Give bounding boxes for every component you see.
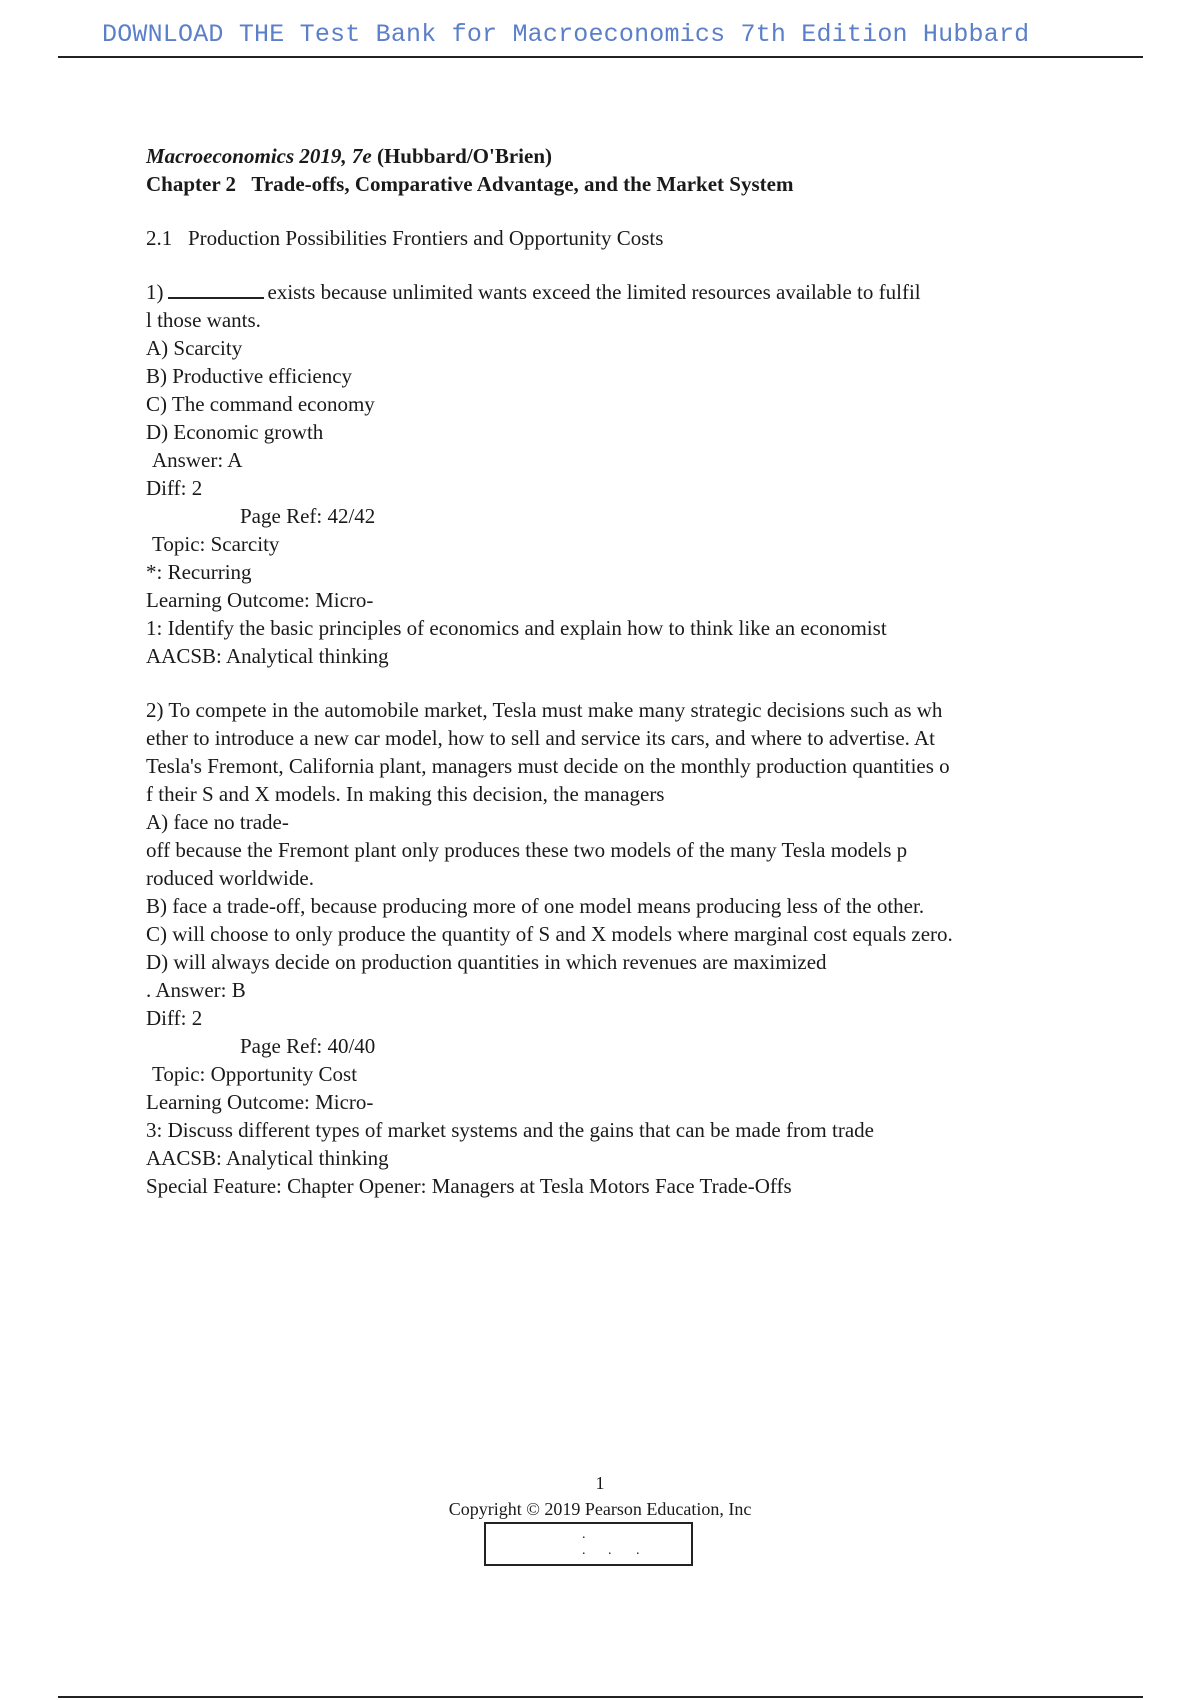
footer-box-dot: . [636, 1543, 640, 1558]
page-number: 1 [595, 1473, 605, 1493]
footer-divider [58, 1696, 1143, 1698]
book-title: Macroeconomics 2019, 7e [146, 144, 372, 168]
document-body [146, 142, 1106, 1200]
book-heading [146, 142, 1106, 170]
question-2-option-c: C) will choose to only produce the quantity of S and X models where marginal cost equals zero. [146, 922, 953, 946]
question-1-number: 1) [146, 280, 164, 304]
footer-box [484, 1522, 693, 1566]
question-1-option-c: C) The command economy [146, 392, 375, 416]
download-banner: DOWNLOAD THE Test Bank for Macroeconomics 7th Edition Hubbard [102, 20, 1030, 49]
question-1-answer: Answer: A [152, 448, 243, 472]
answer-blank [168, 279, 264, 299]
question-2-stem-line: 2) To compete in the automobile market, Tesla must make many strategic decisions such as wh [146, 698, 943, 722]
question-2-answer: . Answer: B [146, 978, 246, 1002]
footer-box-dot: . [582, 1527, 586, 1542]
header-divider [58, 56, 1143, 58]
question-2-option-b: B) face a trade-off, because producing more of one model means producing less of the other. [146, 894, 925, 918]
footer-box-dot: . [582, 1543, 586, 1558]
question-2 [146, 696, 1106, 1200]
question-1-aacsb: AACSB: Analytical thinking [146, 644, 389, 668]
question-1-stem [146, 278, 1106, 306]
question-1-option-d: D) Economic growth [146, 420, 324, 444]
question-2-learning-outcome: Learning Outcome: Micro- [146, 1090, 374, 1114]
question-2-option-d: D) will always decide on production quantities in which revenues are maximized [146, 950, 827, 974]
question-1-learning-outcome: Learning Outcome: Micro- [146, 588, 374, 612]
question-1 [146, 278, 1106, 670]
footer-box-dot: . [608, 1543, 612, 1558]
question-2-special-feature: Special Feature: Chapter Opener: Managers at Tesla Motors Face Trade-Offs [146, 1174, 792, 1198]
copyright-notice: Copyright © 2019 Pearson Education, Inc [448, 1499, 752, 1519]
question-1-option-a: A) Scarcity [146, 336, 243, 360]
question-1-option-b: B) Productive efficiency [146, 364, 353, 388]
question-1-topic: Topic: Scarcity [152, 532, 280, 556]
question-2-topic: Topic: Opportunity Cost [152, 1062, 358, 1086]
section-heading: 2.1 Production Possibilities Frontiers and Opportunity Costs [146, 226, 664, 250]
question-2-page-ref: Page Ref: 40/40 [240, 1034, 376, 1058]
question-1-learning-outcome-detail: 1: Identify the basic principles of economics and explain how to think like an economist [146, 616, 887, 640]
question-1-stem-text: exists because unlimited wants exceed the limited resources available to fulfil [267, 280, 921, 304]
question-1-recurring: *: Recurring [146, 560, 252, 584]
book-authors: (Hubbard/O'Brien) [376, 144, 553, 168]
question-2-stem-line: f their S and X models. In making this decision, the managers [146, 782, 665, 806]
question-2-aacsb: AACSB: Analytical thinking [146, 1146, 389, 1170]
question-2-option-a-cont: off because the Fremont plant only produces these two models of the many Tesla models p [146, 838, 908, 862]
question-2-stem-line: Tesla's Fremont, California plant, managers must decide on the monthly production quantities o [146, 754, 950, 778]
question-2-learning-outcome-detail: 3: Discuss different types of market systems and the gains that can be made from trade [146, 1118, 874, 1142]
question-1-page-ref: Page Ref: 42/42 [240, 504, 376, 528]
question-2-diff: Diff: 2 [146, 1006, 203, 1030]
page-footer [0, 1470, 1200, 1522]
question-2-option-a: A) face no trade- [146, 810, 289, 834]
chapter-heading: Chapter 2 Trade-offs, Comparative Advantage, and the Market System [146, 172, 794, 196]
question-2-stem-line: ether to introduce a new car model, how to sell and service its cars, and where to advertise. At [146, 726, 935, 750]
question-1-stem-cont: l those wants. [146, 308, 261, 332]
question-1-diff: Diff: 2 [146, 476, 203, 500]
question-2-option-a-cont: roduced worldwide. [146, 866, 314, 890]
